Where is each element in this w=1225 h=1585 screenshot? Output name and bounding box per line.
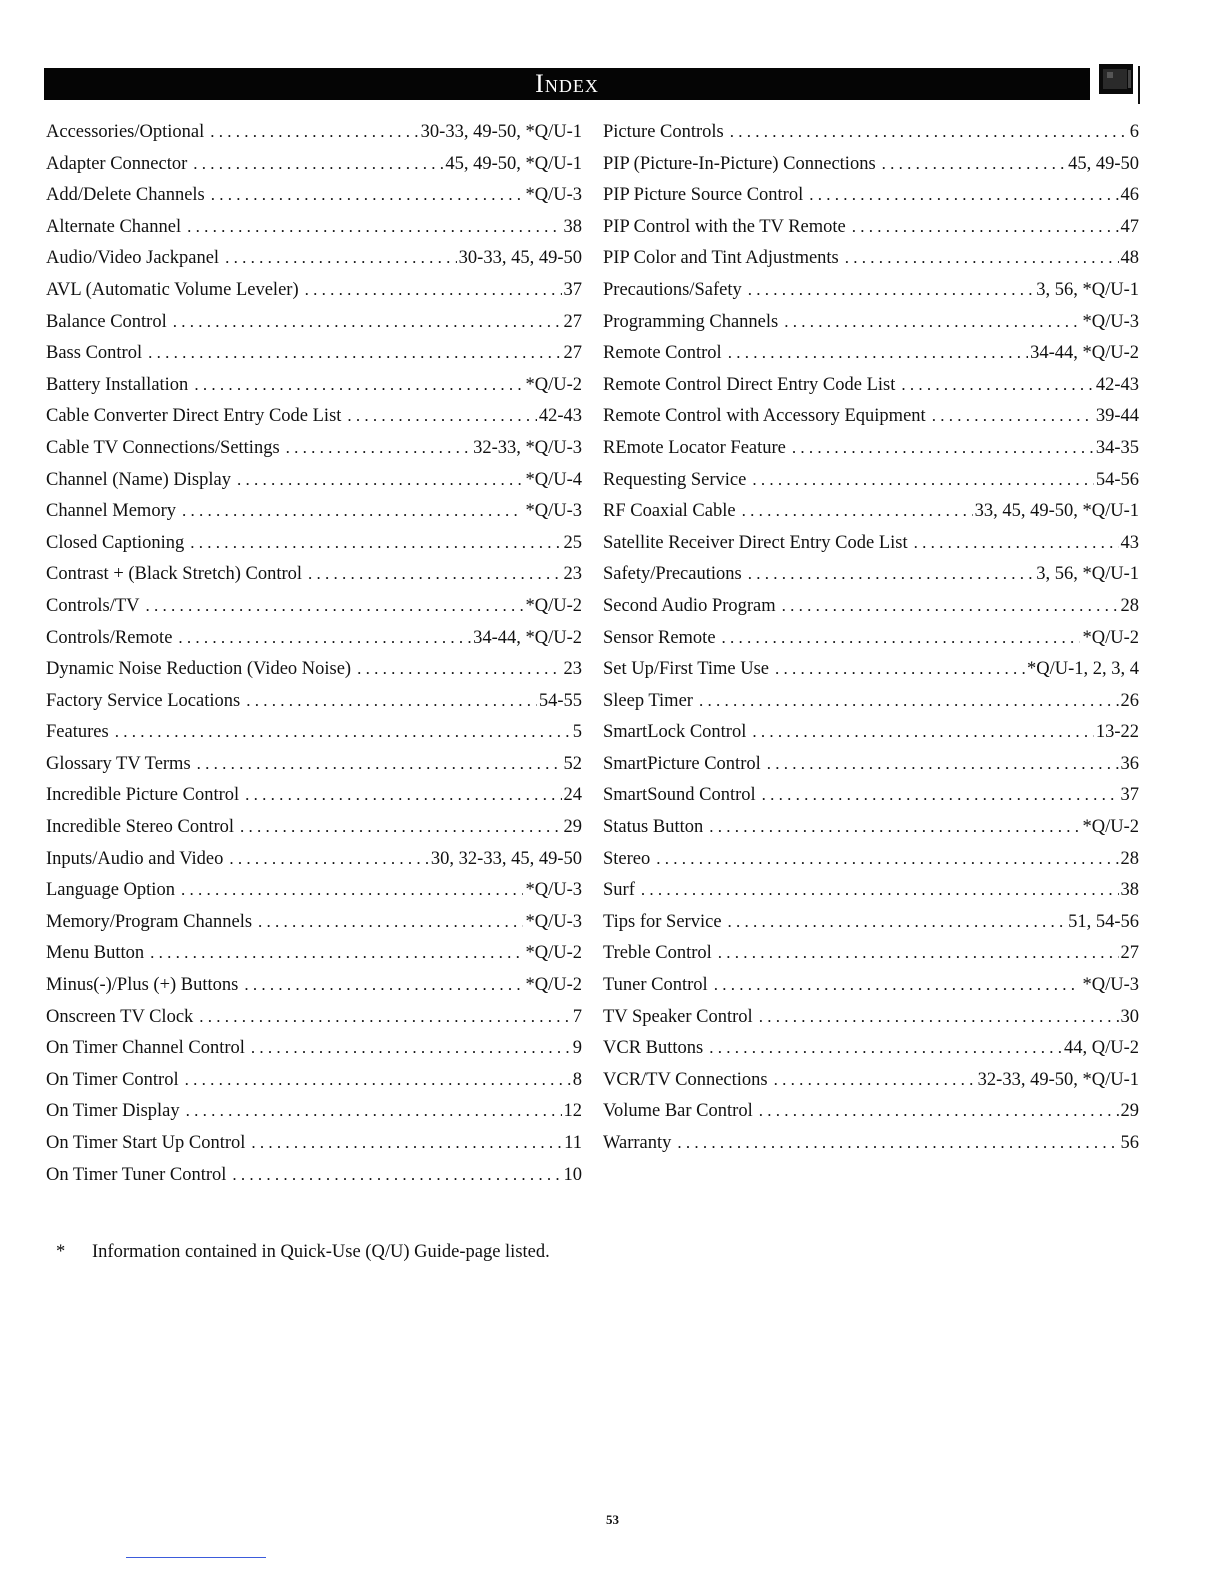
dot-leader (882, 154, 1066, 174)
index-pages: 42-43 (538, 406, 582, 427)
index-term: Channel Memory (46, 501, 176, 522)
dot-leader (190, 533, 561, 553)
index-pages: 9 (572, 1038, 582, 1059)
index-pages: 26 (1120, 690, 1139, 711)
dot-leader (240, 817, 561, 837)
index-term: Programming Channels (603, 311, 779, 332)
index-term: Set Up/First Time Use (603, 659, 770, 680)
index-entry (46, 185, 582, 217)
index-pages: 11 (564, 1133, 582, 1153)
index-entry (603, 375, 1139, 407)
index-pages: 28 (1120, 595, 1139, 616)
index-entry (603, 754, 1139, 786)
dot-leader (656, 849, 1118, 869)
index-term: On Timer Tuner Control (46, 1164, 227, 1185)
index-entry (46, 1165, 582, 1197)
index-pages: 45, 49-50, *Q/U-1 (445, 153, 582, 174)
index-pages: *Q/U-3 (525, 501, 582, 522)
index-entry (603, 1133, 1139, 1165)
index-entry (603, 343, 1139, 375)
index-entry (603, 438, 1139, 470)
index-pages: *Q/U-3 (1082, 975, 1139, 996)
index-pages: 45, 49-50 (1068, 153, 1139, 174)
index-pages: 5 (572, 722, 582, 743)
index-pages: 48 (1120, 248, 1139, 269)
dot-leader (146, 596, 524, 616)
index-pages: *Q/U-2 (525, 943, 582, 964)
index-pages: 44, Q/U-2 (1063, 1038, 1139, 1059)
index-entry (603, 217, 1139, 249)
index-term: TV Speaker Control (603, 1006, 753, 1027)
index-pages: 37 (563, 279, 582, 300)
dot-leader (181, 880, 524, 900)
index-pages: 33, 45, 49-50, *Q/U-1 (974, 501, 1139, 522)
index-term: Remote Control with Accessory Equipment (603, 406, 926, 427)
index-term: Bass Control (46, 343, 143, 364)
index-term: REmote Locator Feature (603, 437, 786, 458)
index-entry (603, 880, 1139, 912)
index-term: Menu Button (46, 943, 145, 964)
index-pages: 30-33, 49-50, *Q/U-1 (420, 122, 582, 142)
index-pages: 12 (563, 1101, 582, 1122)
index-term: AVL (Automatic Volume Leveler) (46, 279, 299, 300)
index-pages: 30, 32-33, 45, 49-50 (430, 848, 582, 869)
index-term: Precautions/Safety (603, 279, 742, 300)
index-pages: 27 (563, 343, 582, 364)
dot-leader (845, 248, 1119, 268)
index-term: Cable TV Connections/Settings (46, 437, 280, 458)
index-right-column (603, 122, 1139, 1165)
dot-leader (185, 1070, 571, 1090)
dot-leader (251, 1038, 571, 1058)
index-pages: 51, 54-56 (1068, 911, 1139, 932)
index-entry (603, 912, 1139, 944)
index-entry (603, 785, 1139, 817)
dot-leader (197, 754, 562, 774)
index-term: Minus(-)/Plus (+) Buttons (46, 975, 239, 996)
dot-leader (728, 912, 1067, 932)
index-entry (46, 1038, 582, 1070)
index-entry (46, 280, 582, 312)
dot-leader (193, 154, 443, 174)
dot-leader (258, 912, 523, 932)
index-term: PIP Color and Tint Adjustments (603, 248, 839, 269)
dot-leader (709, 817, 1080, 837)
index-term: SmartLock Control (603, 722, 747, 743)
index-term: Stereo (603, 848, 651, 869)
index-entry (46, 1070, 582, 1102)
index-pages: 46 (1120, 185, 1139, 206)
index-entry (46, 375, 582, 407)
header-divider (1138, 66, 1140, 104)
index-entry (46, 438, 582, 470)
index-pages: 28 (1120, 848, 1139, 869)
index-term: Requesting Service (603, 469, 747, 490)
index-pages: *Q/U-2 (525, 595, 582, 616)
index-pages: 38 (563, 216, 582, 237)
index-term: Surf (603, 880, 635, 901)
index-term: Tuner Control (603, 975, 708, 996)
index-entry (603, 1007, 1139, 1039)
index-entry (46, 1007, 582, 1039)
footnote (56, 1242, 550, 1263)
index-term: Add/Delete Channels (46, 185, 205, 206)
index-term: On Timer Display (46, 1101, 180, 1122)
tv-icon (1098, 60, 1134, 96)
index-entry (603, 943, 1139, 975)
index-entry (603, 248, 1139, 280)
dot-leader (246, 691, 537, 711)
index-entry (603, 185, 1139, 217)
dot-leader (752, 722, 1093, 742)
index-entry (46, 754, 582, 786)
index-term: PIP (Picture-In-Picture) Connections (603, 153, 876, 174)
index-entry (46, 817, 582, 849)
index-pages: *Q/U-3 (525, 911, 582, 932)
index-pages: 34-44, *Q/U-2 (473, 627, 582, 648)
dot-leader (748, 280, 1035, 300)
index-entry (603, 122, 1139, 154)
index-pages: 27 (563, 311, 582, 332)
index-pages: 32-33, *Q/U-3 (473, 437, 582, 458)
index-pages: 47 (1120, 216, 1139, 237)
index-term: Balance Control (46, 311, 167, 332)
index-entry (46, 596, 582, 628)
index-term: Controls/Remote (46, 627, 173, 648)
index-term: Memory/Program Channels (46, 911, 253, 932)
index-entry (603, 628, 1139, 660)
dot-leader (237, 470, 524, 490)
index-entry (603, 1038, 1139, 1070)
index-pages: 30 (1120, 1006, 1139, 1027)
dot-leader (150, 943, 523, 963)
index-term: Incredible Picture Control (46, 785, 240, 806)
dot-leader (932, 406, 1094, 426)
dot-leader (709, 1038, 1062, 1058)
index-entry (46, 722, 582, 754)
dot-leader (775, 659, 1025, 679)
index-entry (46, 343, 582, 375)
dot-leader (286, 438, 471, 458)
dot-leader (809, 185, 1118, 205)
dot-leader (759, 1101, 1119, 1121)
index-entry (46, 912, 582, 944)
index-term: PIP Picture Source Control (603, 185, 804, 206)
dot-leader (714, 975, 1081, 995)
index-pages: 32-33, 49-50, *Q/U-1 (977, 1069, 1139, 1090)
index-term: Status Button (603, 817, 704, 838)
index-entry (46, 691, 582, 723)
dot-leader (232, 1165, 561, 1185)
dot-leader (914, 533, 1119, 553)
index-entry (603, 1070, 1139, 1102)
index-pages: 23 (563, 564, 582, 585)
index-term: Alternate Channel (46, 216, 182, 237)
index-term: Sleep Timer (603, 690, 693, 711)
page-title: Index (535, 69, 599, 98)
index-term: Dynamic Noise Reduction (Video Noise) (46, 659, 352, 680)
index-entry (603, 564, 1139, 596)
index-entry (603, 722, 1139, 754)
index-pages: *Q/U-3 (525, 880, 582, 901)
dot-leader (730, 122, 1128, 142)
index-entry (603, 501, 1139, 533)
index-pages: 8 (572, 1069, 582, 1090)
index-pages: 3, 56, *Q/U-1 (1036, 279, 1139, 300)
index-term: Inputs/Audio and Video (46, 848, 224, 869)
dot-leader (178, 628, 471, 648)
index-term: Second Audio Program (603, 595, 776, 616)
index-pages: *Q/U-3 (525, 185, 582, 206)
index-pages: *Q/U-2 (525, 374, 582, 395)
index-term: Picture Controls (603, 122, 724, 142)
index-term: VCR Buttons (603, 1038, 704, 1059)
index-term: Language Option (46, 880, 175, 901)
index-term: Glossary TV Terms (46, 753, 191, 774)
index-pages: 3, 56, *Q/U-1 (1036, 564, 1139, 585)
index-entry (46, 849, 582, 881)
index-entry (46, 880, 582, 912)
index-term: Closed Captioning (46, 532, 185, 553)
index-entry (603, 154, 1139, 186)
index-pages: 39-44 (1095, 406, 1139, 427)
index-pages: 7 (572, 1006, 582, 1027)
index-entry (46, 470, 582, 502)
index-left-column (46, 122, 582, 1196)
index-term: SmartPicture Control (603, 753, 761, 774)
dot-leader (742, 501, 973, 521)
index-term: Sensor Remote (603, 627, 716, 648)
dot-leader (347, 406, 536, 426)
index-entry (46, 154, 582, 186)
index-pages: 25 (563, 532, 582, 553)
index-term: Treble Control (603, 943, 712, 964)
index-term: Cable Converter Direct Entry Code List (46, 406, 342, 427)
index-pages: 43 (1120, 532, 1139, 553)
dot-leader (759, 1007, 1119, 1027)
index-pages: *Q/U-1, 2, 3, 4 (1026, 659, 1139, 680)
dot-leader (210, 122, 418, 142)
dot-leader (774, 1070, 976, 1090)
index-pages: *Q/U-4 (525, 469, 582, 490)
index-pages: 6 (1129, 122, 1139, 142)
index-entry (46, 533, 582, 565)
dot-leader (173, 312, 562, 332)
index-pages: *Q/U-2 (525, 975, 582, 996)
index-pages: 10 (563, 1164, 582, 1185)
index-pages: 56 (1120, 1133, 1139, 1153)
index-pages: 13-22 (1095, 722, 1139, 743)
dot-leader (211, 185, 524, 205)
index-term: Controls/TV (46, 595, 140, 616)
index-term: SmartSound Control (603, 785, 756, 806)
index-term: VCR/TV Connections (603, 1069, 768, 1090)
index-entry (603, 596, 1139, 628)
index-term: PIP Control with the TV Remote (603, 216, 846, 237)
index-header-bar (44, 68, 1090, 100)
index-entry (46, 248, 582, 280)
index-pages: 29 (563, 817, 582, 838)
index-entry (46, 217, 582, 249)
dot-leader (748, 564, 1035, 584)
bottom-rule (126, 1557, 266, 1558)
index-term: Adapter Connector (46, 153, 188, 174)
index-term: Audio/Video Jackpanel (46, 248, 220, 269)
footnote-marker: * (56, 1242, 66, 1262)
dot-leader (852, 217, 1119, 237)
dot-leader (699, 691, 1119, 711)
index-term: Tips for Service (603, 911, 722, 932)
index-term: Factory Service Locations (46, 690, 241, 711)
index-pages: 37 (1120, 785, 1139, 806)
index-pages: *Q/U-2 (1082, 627, 1139, 648)
index-entry (46, 628, 582, 660)
index-entry (603, 406, 1139, 438)
index-term: Volume Bar Control (603, 1101, 753, 1122)
index-entry (46, 312, 582, 344)
dot-leader (182, 501, 523, 521)
index-term: On Timer Start Up Control (46, 1133, 246, 1153)
index-pages: 34-35 (1095, 437, 1139, 458)
index-entry (46, 1133, 582, 1165)
index-pages: *Q/U-3 (1082, 311, 1139, 332)
index-term: Accessories/Optional (46, 122, 205, 142)
dot-leader (677, 1133, 1118, 1153)
index-pages: 24 (563, 785, 582, 806)
index-entry (603, 691, 1139, 723)
dot-leader (784, 312, 1080, 332)
dot-leader (641, 880, 1119, 900)
index-entry (603, 312, 1139, 344)
footnote-text: Information contained in Quick-Use (Q/U) Guide-page listed. (92, 1242, 550, 1262)
index-pages: 34-44, *Q/U-2 (1030, 343, 1139, 364)
index-term: On Timer Control (46, 1069, 179, 1090)
index-entry (46, 1101, 582, 1133)
dot-leader (244, 975, 523, 995)
index-term: Features (46, 722, 109, 743)
dot-leader (199, 1007, 570, 1027)
index-term: Remote Control (603, 343, 722, 364)
dot-leader (225, 248, 457, 268)
index-entry (46, 501, 582, 533)
dot-leader (728, 343, 1028, 363)
index-entry (603, 817, 1139, 849)
index-term: Incredible Stereo Control (46, 817, 235, 838)
dot-leader (762, 785, 1119, 805)
dot-leader (901, 375, 1093, 395)
dot-leader (308, 564, 561, 584)
index-entry (46, 659, 582, 691)
index-pages: 52 (563, 753, 582, 774)
dot-leader (229, 849, 429, 869)
dot-leader (752, 470, 1093, 490)
page-number: 53 (606, 1512, 619, 1527)
index-entry (46, 975, 582, 1007)
dot-leader (782, 596, 1119, 616)
index-entry (603, 280, 1139, 312)
index-pages: 36 (1120, 753, 1139, 774)
dot-leader (722, 628, 1081, 648)
dot-leader (767, 754, 1119, 774)
index-entry (603, 975, 1139, 1007)
dot-leader (115, 722, 571, 742)
index-term: Onscreen TV Clock (46, 1006, 194, 1027)
index-pages: 54-55 (538, 690, 582, 711)
index-entry (603, 1101, 1139, 1133)
index-term: Channel (Name) Display (46, 469, 231, 490)
index-term: On Timer Channel Control (46, 1038, 245, 1059)
index-term: Remote Control Direct Entry Code List (603, 374, 896, 395)
dot-leader (194, 375, 523, 395)
index-entry (603, 659, 1139, 691)
dot-leader (251, 1133, 562, 1153)
index-pages: 38 (1120, 880, 1139, 901)
index-entry (46, 122, 582, 154)
index-entry (46, 406, 582, 438)
index-term: Safety/Precautions (603, 564, 742, 585)
index-pages: 27 (1120, 943, 1139, 964)
index-term: Warranty (603, 1133, 672, 1153)
index-term: Satellite Receiver Direct Entry Code List (603, 532, 908, 553)
index-pages: 42-43 (1095, 374, 1139, 395)
dot-leader (357, 659, 561, 679)
index-pages: 54-56 (1095, 469, 1139, 490)
index-term: Contrast + (Black Stretch) Control (46, 564, 303, 585)
index-entry (46, 785, 582, 817)
index-entry (46, 943, 582, 975)
dot-leader (305, 280, 562, 300)
index-entry (603, 533, 1139, 565)
dot-leader (792, 438, 1094, 458)
index-pages: 29 (1120, 1101, 1139, 1122)
index-entry (603, 849, 1139, 881)
index-entry (46, 564, 582, 596)
dot-leader (187, 217, 561, 237)
index-entry (603, 470, 1139, 502)
index-pages: *Q/U-2 (1082, 817, 1139, 838)
index-pages: 23 (563, 659, 582, 680)
dot-leader (245, 785, 561, 805)
index-pages: 30-33, 45, 49-50 (458, 248, 582, 269)
dot-leader (186, 1101, 562, 1121)
dot-leader (148, 343, 561, 363)
dot-leader (718, 943, 1119, 963)
index-term: RF Coaxial Cable (603, 501, 736, 522)
index-term: Battery Installation (46, 374, 189, 395)
